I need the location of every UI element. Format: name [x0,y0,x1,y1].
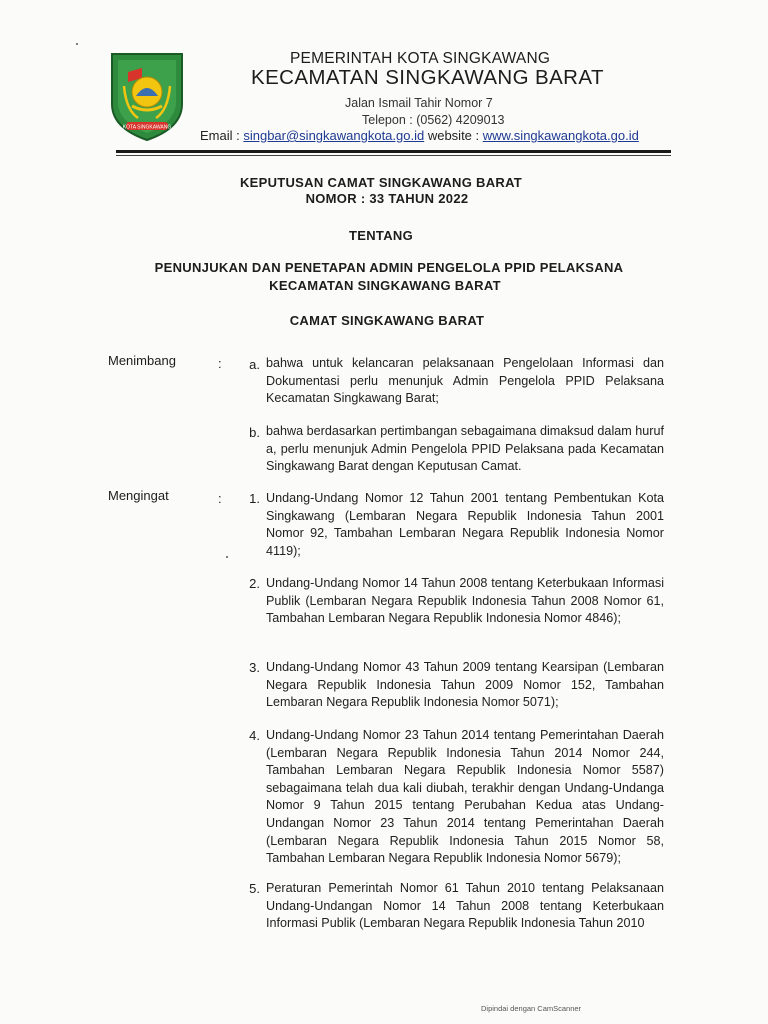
menimbang-colon: : [218,356,222,371]
letterhead-divider-thin [116,155,671,156]
menimbang-label: Menimbang [108,353,176,368]
website-link[interactable]: www.singkawangkota.go.id [482,128,639,143]
scan-speck [226,556,228,558]
menimbang-marker-b: b. [249,425,260,440]
menimbang-item-a: bahwa untuk kelancaran pelaksanaan Pengelolaan Informasi dan Dokumentasi perlu menunjuk Admin Pengelola PPID Pelaksana Kecamatan Singkawang Barat; [266,356,664,406]
letterhead-government: PEMERINTAH KOTA SINGKAWANG [290,50,551,67]
svg-text:KOTA SINGKAWANG: KOTA SINGKAWANG [122,124,172,131]
mengingat-item-5: Peraturan Pemerintah Nomor 61 Tahun 2010 tentang Pelaksanaan Undang-Undangan Nomor 14 Tahun 2008 tentang Keterbukaan Informasi Publik (Lembaran Negara Republik Indonesia Tahun 2010 [266,881,664,931]
email-link[interactable]: singbar@singkawangkota.go.id [243,128,425,143]
mengingat-colon: : [218,491,222,506]
mengingat-marker-1: 1. [249,491,260,506]
website-label: website : [424,128,483,143]
mengingat-marker-5: 5. [249,881,260,896]
decree-number: NOMOR : 33 TAHUN 2022 [305,191,469,206]
mengingat-item-3: Undang-Undang Nomor 43 Tahun 2009 tentang Kearsipan (Lembaran Negara Republik Indonesia Tahun 2009 Nomor 152, Tambahan Lembaran Negara Republik Indonesia Nomor 5071); [266,660,664,710]
menimbang-marker-a: a. [249,357,260,372]
scan-speck [76,43,78,45]
decree-subject-line1: PENUNJUKAN DAN PENETAPAN ADMIN PENGELOLA PPID PELAKSANA [154,260,624,275]
mengingat-item-2: Undang-Undang Nomor 14 Tahun 2008 tentang Keterbukaan Informasi Publik (Lembaran Negara Republik Indonesia Tahun 2008 Nomor 61, Tambahan Lembaran Negara Republik Indonesia Nomor 4846); [266,576,664,626]
mengingat-item-1: Undang-Undang Nomor 12 Tahun 2001 tentang Pembentukan Kota Singkawang (Lembaran Negara Republik Indonesia Tahun 2001 Nomor 92, Tambahan Lembaran Negara Republik Indonesia Nomor 4119); [266,491,664,558]
decree-subject-line2: KECAMATAN SINGKAWANG BARAT [269,278,501,293]
email-label: Email : [200,128,244,143]
decree-official: CAMAT SINGKAWANG BARAT [289,313,485,328]
letterhead-contact [200,128,639,143]
mengingat-marker-2: 2. [249,576,260,591]
mengingat-item-4: Undang-Undang Nomor 23 Tahun 2014 tentang Pemerintahan Daerah (Lembaran Negara Republik Indonesia Tahun 2014 Nomor 244, Tambahan Lembaran Negara Republik Indonesia Nomor 5587) sebagaimana telah dua kali diubah, terakhir dengan Undang-Undanga Nomor 9 Tahun 2015 tentang Perubahan Kedua atas Undang-Undangan Nomor 23 Tahun 2014 tentang Pemerintahan Daerah (Lembaran Negara Republik Indonesia Tahun 2015 Nomor 58, Tambahan Lembaran Negara Republik Indonesia Nomor 5679); [266,728,664,866]
menimbang-item-b: bahwa berdasarkan pertimbangan sebagaimana dimaksud dalam huruf a, perlu menunjuk Admin Pengelola PPID Pelaksana pada Kecamatan Singkawang Barat dengan Keputusan Camat. [266,424,664,474]
decree-tentang: TENTANG [349,228,413,243]
city-emblem-logo [106,50,188,142]
mengingat-label: Mengingat [108,488,169,503]
decree-title: KEPUTUSAN CAMAT SINGKAWANG BARAT [239,175,523,190]
mengingat-marker-4: 4. [249,728,260,743]
letterhead-district: KECAMATAN SINGKAWANG BARAT [251,66,604,89]
mengingat-marker-3: 3. [249,660,260,675]
scanner-watermark: Dipindai dengan CamScanner [481,1004,582,1013]
letterhead-phone: Telepon : (0562) 4209013 [362,113,505,127]
letterhead-divider-thick [116,150,671,153]
letterhead-address: Jalan Ismail Tahir Nomor 7 [345,96,493,110]
